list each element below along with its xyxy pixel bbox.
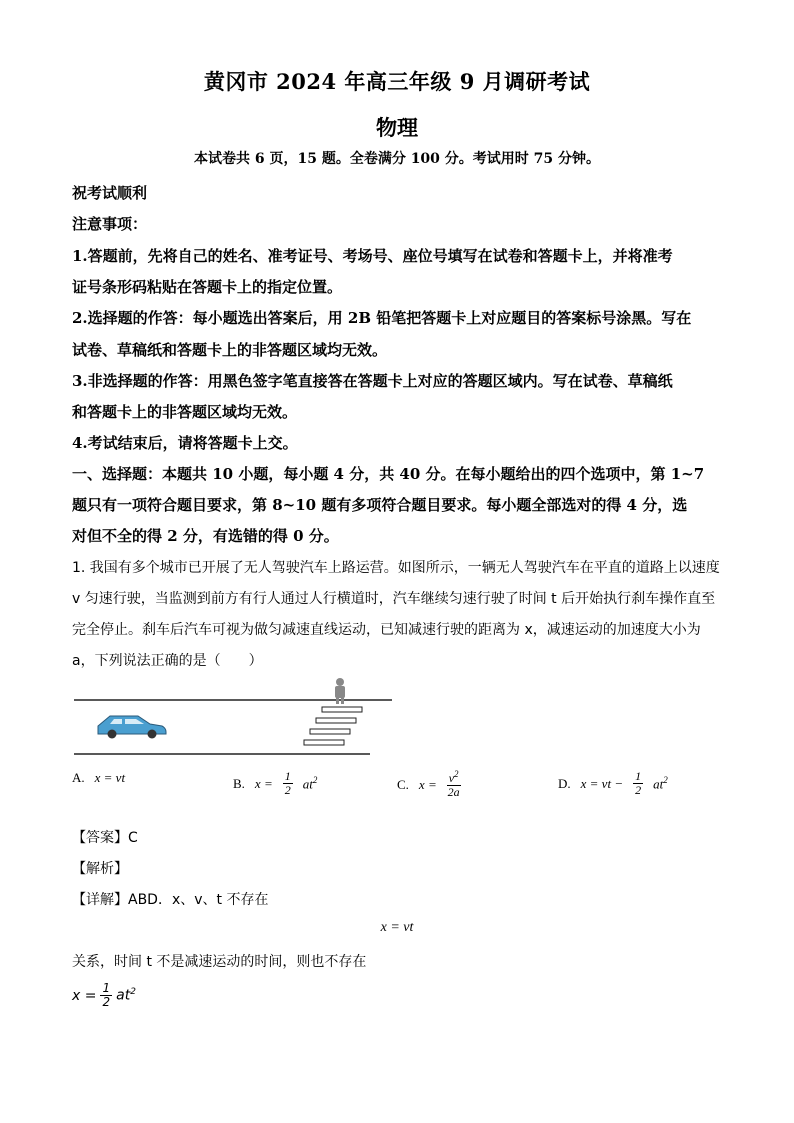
- detail-label: 【详解】ABD．x、v、t 不存在: [72, 892, 269, 908]
- option-d-denominator: 2: [635, 783, 642, 798]
- car-icon: [98, 716, 166, 739]
- option-b[interactable]: [233, 770, 317, 797]
- option-b-lhs: x =: [254, 775, 273, 791]
- question-text: 1. 我国有多个城市已开展了无人驾驶汽车上路运营。如图所示，一辆无人驾驶汽车在平直的道路上以速度: [72, 560, 720, 576]
- equation-fraction: $\frac{1}{2}$: [102, 981, 111, 1010]
- option-c-lhs: x =: [418, 776, 437, 792]
- note-line: 试卷、草稿纸和答题卡上的非答题区域均无效。: [72, 341, 388, 359]
- option-b-rhs: $at^2$: [302, 775, 318, 792]
- analysis-label: 【解析】: [72, 861, 128, 877]
- note-line: 3.非选择题的作答：用黑色签字笔直接答在答题卡上对应的答题区域内。写在试卷、草稿纸: [72, 372, 673, 390]
- subject-title: 物理: [376, 115, 418, 140]
- option-b-label: B.: [233, 775, 245, 791]
- option-d-lhs: x = vt −: [580, 775, 624, 791]
- note-line: 4.考试结束后，请将答题卡上交。: [72, 434, 298, 452]
- note-line: 1.答题前，先将自己的姓名、准考证号、考场号、座位号填写在试卷和答题卡上，并将准考: [72, 247, 673, 265]
- option-d-fraction: [633, 770, 643, 797]
- option-c[interactable]: [397, 770, 461, 799]
- exam-title: 黄冈市 2024 年高三年级 9 月调研考试: [203, 69, 591, 94]
- notes-heading: 注意事项：: [72, 215, 148, 233]
- greeting: 祝考试顺利: [72, 184, 148, 202]
- equation-x-half-at2: x = $\frac{1}{2}$ $at^2$: [72, 981, 136, 1010]
- option-b-fraction: [283, 770, 293, 797]
- road-illustration: [70, 674, 400, 760]
- explanation-text: 关系，时间 t 不是减速运动的时间，则也不存在: [72, 954, 367, 970]
- option-b-numerator: 1: [284, 769, 291, 783]
- option-c-fraction: [447, 770, 461, 799]
- option-d-exponent: 2: [663, 775, 668, 786]
- note-line: 证号条形码粘贴在答题卡上的指定位置。: [72, 278, 343, 296]
- option-a-formula: x = vt: [94, 770, 126, 785]
- option-d-rhs: $at^2$: [653, 775, 668, 792]
- section-heading: 一、选择题：本题共 10 小题，每小题 4 分，共 40 分。在每小题给出的四个选项中，第 1~7: [72, 465, 705, 483]
- crosswalk: [304, 707, 362, 745]
- question-text: v 匀速行驶，当监测到前方有行人通过人行横道时，汽车继续匀速行驶了时间 t 后开始执行刹车操作直至: [72, 591, 716, 607]
- question-text: a，下列说法正确的是（ ）: [72, 653, 263, 669]
- answer-label: 【答案】C: [72, 830, 138, 846]
- option-b-exponent: 2: [312, 775, 318, 786]
- question-text: 完全停止。刹车后汽车可视为做匀减速直线运动，已知减速行驶的距离为 x，减速运动的加速度大小为: [72, 622, 701, 638]
- option-a[interactable]: [72, 770, 125, 786]
- equation-x-vt: x = vt: [380, 920, 414, 935]
- option-d-label: D.: [558, 775, 571, 791]
- note-line: 和答题卡上的非答题区域均无效。: [72, 403, 298, 421]
- note-line: 2.选择题的作答：每小题选出答案后，用 2B 铅笔把答题卡上对应题目的答案标号涂黑。写在: [72, 309, 692, 327]
- option-b-denominator: 2: [284, 783, 291, 798]
- option-d-numerator: 1: [635, 769, 642, 783]
- option-a-label: A.: [72, 770, 85, 785]
- option-c-numerator: $v^2$: [448, 769, 459, 785]
- section-line: 对但不全的得 2 分，有选错的得 0 分。: [72, 527, 339, 545]
- option-d[interactable]: [558, 770, 668, 797]
- exam-info: 本试卷共 6 页，15 题。全卷满分 100 分。考试用时 75 分钟。: [193, 151, 601, 167]
- option-c-denominator: 2a: [447, 785, 460, 800]
- option-c-label: C.: [397, 776, 409, 792]
- section-line: 题只有一项符合题目要求，第 8~10 题有多项符合题目要求。每小题全部选对的得 4 分，选: [72, 496, 688, 514]
